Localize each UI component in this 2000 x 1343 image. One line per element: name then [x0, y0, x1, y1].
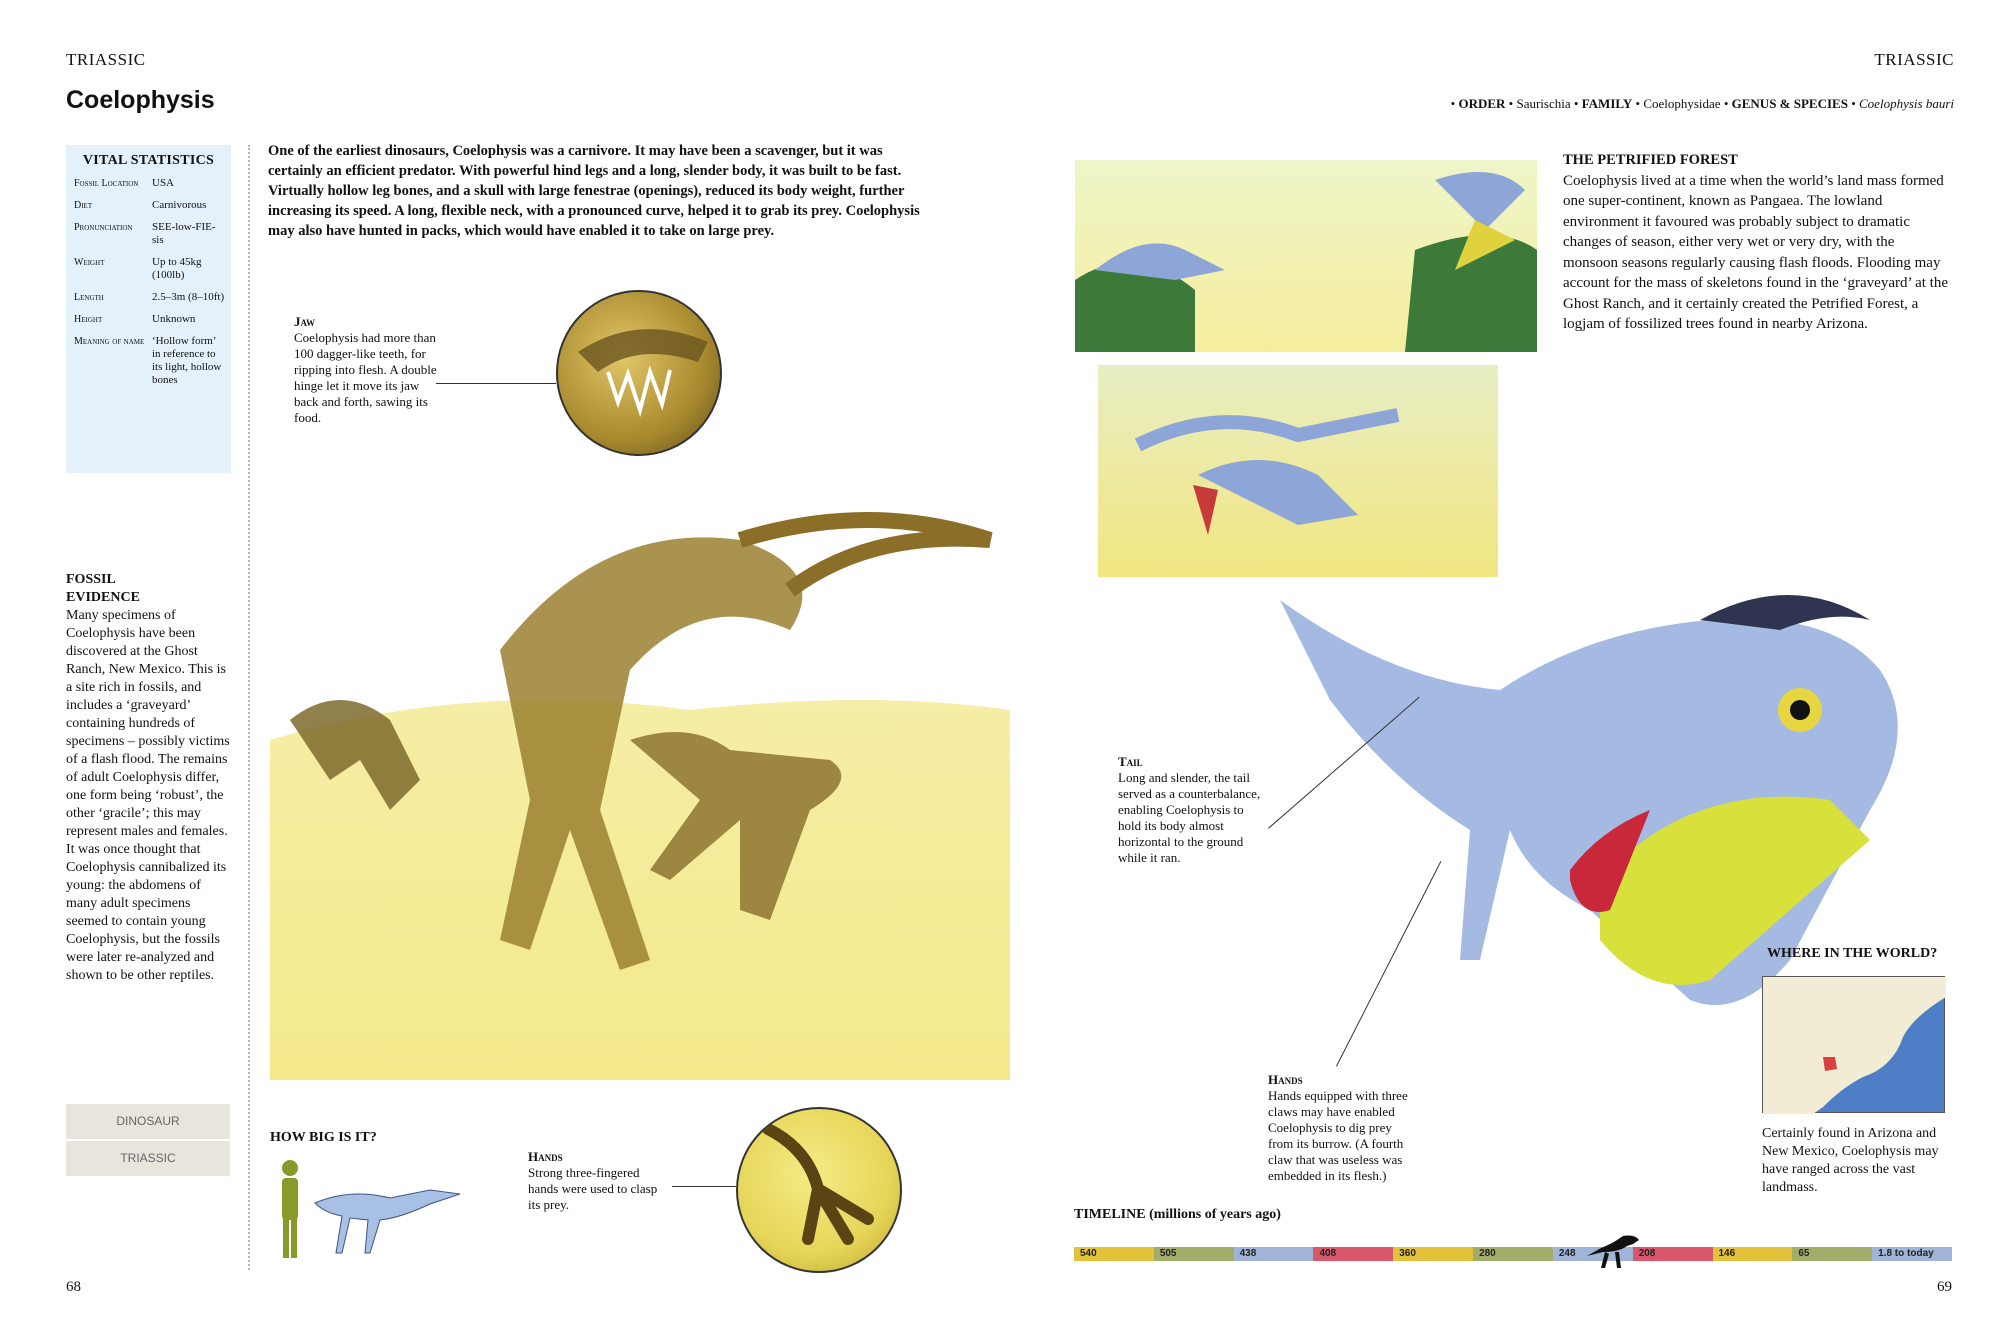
tag-triassic[interactable]: TRIASSIC: [66, 1141, 230, 1176]
timeline-segment: 65: [1792, 1247, 1872, 1261]
pack-scene-image-top: [1075, 160, 1537, 352]
hands-closeup-image: [736, 1107, 902, 1273]
fossil-evidence-heading-1: FOSSIL: [66, 572, 116, 587]
human-vs-dinosaur-icon: [270, 1158, 470, 1268]
order-value: Saurischia: [1516, 96, 1571, 111]
jaw-callout-body: Coelophysis had more than 100 dagger-like teeth, for ripping into flesh. A double hinge let it move its jaw back and forth, sawing its food.: [294, 330, 437, 425]
dinosaur-pack-icon: [270, 480, 1010, 1080]
vital-value: SEE-low-FIE-sis: [152, 221, 216, 246]
vital-label: Pronunciation: [74, 222, 133, 233]
tag-dinosaur[interactable]: DINOSAUR: [66, 1104, 230, 1139]
claw-icon: [738, 1109, 902, 1273]
coelophysis-main-illustration: [270, 480, 1010, 1080]
pack-scene-image-bottom: [1098, 365, 1498, 577]
running-head-right: TRIASSIC: [1874, 50, 1954, 69]
hands-left-callout: [528, 1149, 668, 1213]
vital-value: Unknown: [152, 313, 196, 325]
vital-row: [72, 335, 225, 387]
petrified-forest-heading: THE PETRIFIED FOREST: [1563, 152, 1738, 168]
vital-row: [72, 177, 225, 190]
vital-value: USA: [152, 177, 175, 189]
hands-left-callout-title: Hands: [528, 1149, 563, 1164]
world-map: [1762, 976, 1945, 1113]
vital-label: Fossil Location: [74, 178, 139, 189]
page-number-right: 69: [1937, 1279, 1952, 1295]
where-caption: Certainly found in Arizona and New Mexico, Coelophysis may have ranged across the vast landmass.: [1762, 1126, 1939, 1195]
vital-row: [72, 199, 225, 212]
running-head-left: TRIASSIC: [66, 50, 146, 69]
column-divider: [248, 145, 250, 1270]
page-title: Coelophysis: [66, 86, 215, 114]
jaw-leader-line: [436, 383, 556, 384]
genus-value: Coelophysis bauri: [1859, 96, 1954, 111]
vital-row: [72, 313, 225, 326]
hands-right-callout-body: Hands equipped with three claws may have enabled Coelophysis to dig prey from its burrow. (A fourth claw that was useless was embedded in its flesh.): [1268, 1088, 1408, 1183]
vital-value: Carnivorous: [152, 199, 207, 211]
vital-label: Diet: [74, 200, 93, 211]
family-value: Coelophysidae: [1643, 96, 1721, 111]
vital-row: [72, 256, 225, 282]
vital-label: Length: [74, 292, 104, 303]
hands-left-leader-line: [672, 1186, 736, 1187]
order-label: ORDER: [1458, 96, 1506, 111]
timeline-bar: [1074, 1247, 1952, 1261]
fossil-evidence-section: [66, 571, 231, 985]
tail-callout-title: Tail: [1118, 754, 1143, 769]
jaw-teeth-icon: [558, 292, 722, 456]
north-america-map-icon: [1763, 977, 1946, 1114]
vital-label: Meaning of name: [74, 336, 145, 347]
timeline-segment: 280: [1473, 1247, 1553, 1261]
vital-label: Height: [74, 314, 103, 325]
hunting-pack-icon: [1098, 365, 1498, 577]
vital-statistics-heading: VITAL STATISTICS: [82, 153, 215, 168]
timeline-segment: 408: [1313, 1247, 1393, 1261]
coelophysis-head-illustration: [1270, 580, 1960, 1040]
vital-row: [72, 221, 225, 247]
timeline-segment: 505: [1154, 1247, 1234, 1261]
tail-callout-body: Long and slender, the tail served as a counterbalance, enabling Coelophysis to hold its body almost horizontal to the ground while it ran.: [1118, 770, 1261, 865]
timeline-segment: 146: [1713, 1247, 1793, 1261]
jaw-callout: [294, 314, 444, 426]
timeline-segment: 208: [1633, 1247, 1713, 1261]
hands-right-callout-title: Hands: [1268, 1072, 1303, 1087]
timeline-segment: 540: [1074, 1247, 1154, 1261]
timeline-segment: 1.8 to today: [1872, 1247, 1952, 1261]
hands-right-callout: [1268, 1072, 1418, 1184]
fossil-evidence-body: Many specimens of Coelophysis have been discovered at the Ghost Ranch, New Mexico. This is a site rich in fossils, and includes a ‘graveyard’ containing hundreds of specimens – possibly victims of a flash flood. The remains of adult Coelophysis differ, one form being ‘robust’, the other ‘gracile’; this may represent males and females. It was once thought that Coelophysis cannibalized its young: the abdomens of many adult specimens seemed to contain young Coelophysis, but the fossils were later re-analyzed and shown to be other reptiles.: [66, 608, 230, 983]
timeline-segment: 438: [1234, 1247, 1314, 1261]
pack-scene-icon: [1075, 160, 1537, 352]
family-label: FAMILY: [1581, 96, 1633, 111]
vital-statistics-box: [66, 145, 231, 473]
vital-row: [72, 291, 225, 304]
vital-value: 2.5–3m (8–10ft): [152, 291, 225, 303]
hands-left-callout-body: Strong three-fingered hands were used to clasp its prey.: [528, 1165, 658, 1212]
petrified-forest-section: [1563, 150, 1953, 335]
timeline-segment: 360: [1393, 1247, 1473, 1261]
how-big-heading: HOW BIG IS IT?: [270, 1130, 377, 1145]
intro-paragraph: One of the earliest dinosaurs, Coelophysis was a carnivore. It may have been a scavenger, but it was certainly an efficient predator. With powerful hind legs and a long, slender body, it was built to be fast. Virtually hollow leg bones, and a skull with large fenestrae (openings), reduced its body weight, further increasing its speed. A long, flexible neck, with a pronounced curve, helped it to grab its prey. Coelophysis may also have hunted in packs, which would have enabled it to take on large prey.: [268, 143, 920, 239]
page-number-left: 68: [66, 1279, 81, 1295]
timeline-heading: TIMELINE (millions of years ago): [1074, 1207, 1281, 1222]
jaw-closeup-image: [556, 290, 722, 456]
genus-label: GENUS & SPECIES: [1731, 96, 1848, 111]
petrified-forest-body: Coelophysis lived at a time when the world’s land mass formed one super-continent, known as Pangaea. The lowland environment it favoured was probably subject to dramatic changes of season, either very wet or very dry, with the monsoon seasons regularly causing flash floods. Flooding may account for the mass of skeletons found in the ‘graveyard’ at the Ghost Ranch, and it certainly created the Petrified Forest, a logjam of fossilized trees found in nearby Arizona.: [1563, 172, 1949, 332]
t-rex-silhouette-icon: [1583, 1234, 1641, 1270]
fossil-evidence-heading-2: EVIDENCE: [66, 590, 140, 605]
vital-value: ‘Hollow form’ in reference to its light, hollow bones: [152, 335, 222, 386]
size-comparison-graphic: [270, 1158, 470, 1268]
classification-line: • ORDER • Saurischia • FAMILY • Coelophysidae • GENUS & SPECIES • Coelophysis bauri: [1450, 96, 1954, 111]
timeline-segment: 248: [1553, 1247, 1633, 1261]
tail-callout: [1118, 754, 1268, 866]
vital-value: Up to 45kg (100lb): [152, 256, 202, 281]
jaw-callout-title: Jaw: [294, 314, 316, 329]
coelophysis-head-icon: [1270, 580, 1960, 1040]
where-heading: WHERE IN THE WORLD?: [1767, 946, 1938, 961]
vital-label: Weight: [74, 257, 105, 268]
